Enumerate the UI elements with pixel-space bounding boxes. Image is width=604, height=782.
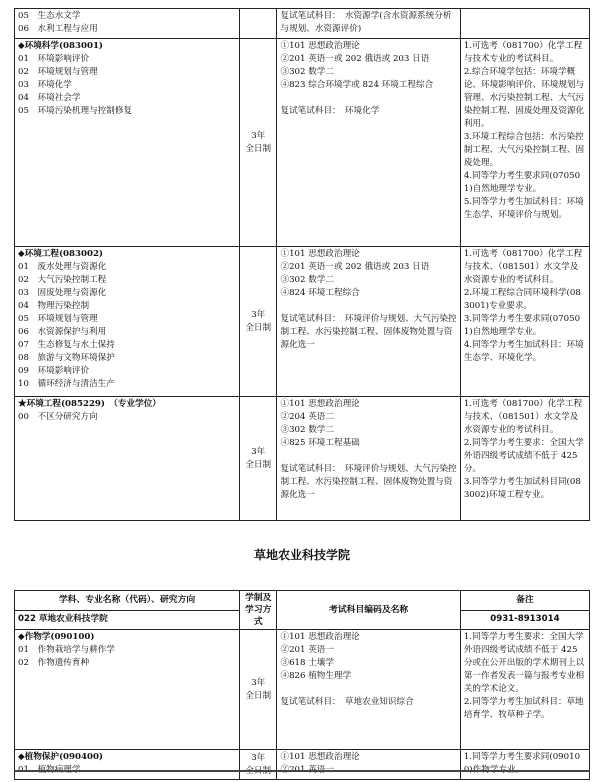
note-item: 1.可选考（081700）化学工程与技术、（081501）水文学及水资源专业的考试科目。 <box>463 399 583 435</box>
study-mode: 全日制 <box>245 765 272 776</box>
exam-subject: ①101 思想政治理论 <box>280 249 360 259</box>
study-duration: 3年 <box>251 309 266 320</box>
study-mode: 全日制 <box>245 690 272 701</box>
exam-subject: ②201 英语一或 202 俄语或 203 日语 <box>280 262 430 272</box>
direction-item: 06 水利工程与应用 <box>18 24 98 34</box>
mode-cell <box>239 9 277 39</box>
direction-item: 01 作物栽培学与耕作学 <box>18 645 115 655</box>
exams-cell <box>277 39 460 247</box>
page <box>14 8 590 776</box>
program-title: ◆作物学(090100) <box>18 632 95 642</box>
program-table-environment <box>14 8 590 521</box>
direction-item: 03 环境化学 <box>18 80 72 90</box>
direction-item: 02 环境规划与管理 <box>18 67 98 77</box>
study-duration: 3年 <box>251 446 266 457</box>
directions-cell <box>15 397 240 521</box>
college-phone: 0931-8913014 <box>460 610 589 630</box>
retest-subjects: 复试笔试科目： 环境化学 <box>280 106 380 116</box>
mode-cell <box>239 397 277 521</box>
program-title: ★环境工程(085229) （专业学位） <box>18 399 161 409</box>
mode-cell <box>239 247 277 397</box>
exam-subject: ①101 思想政治理论 <box>280 752 360 762</box>
notes-cell <box>460 750 589 780</box>
note-item: 1.同等学力考生要求同(090100)作物学专业。 <box>463 752 581 775</box>
direction-item: 01 废水处理与资源化 <box>18 262 107 272</box>
direction-item: 09 环境影响评价 <box>18 366 90 376</box>
exam-subject: ③302 数学二 <box>280 425 334 435</box>
notes-cell <box>460 630 589 750</box>
table-header-row <box>15 591 590 611</box>
exam-subject: ②201 英语一或 202 俄语或 203 日语 <box>280 54 430 64</box>
exam-subject: ②204 英语二 <box>280 412 334 422</box>
study-duration: 3年 <box>251 677 266 688</box>
direction-item: 06 水资源保护与利用 <box>18 327 107 337</box>
direction-item: 10 循环经济与清洁生产 <box>18 379 115 389</box>
exam-subject: ④826 植物生理学 <box>280 671 352 681</box>
exam-subject: ①101 思想政治理论 <box>280 41 360 51</box>
page-bottom-rule <box>14 770 590 772</box>
exam-subject: ③302 数学二 <box>280 275 334 285</box>
direction-item: 05 生态水文学 <box>18 11 81 21</box>
notes-cell <box>460 397 589 521</box>
note-item: 2.环境工程综合同环境科学(083001)专业要求。 <box>463 288 581 311</box>
table-row <box>15 39 590 247</box>
study-duration: 3年 <box>251 130 266 141</box>
mode-cell <box>239 630 277 750</box>
program-title: ◆环境工程(083002) <box>18 249 103 259</box>
study-duration: 3年 <box>251 752 266 763</box>
mode-cell <box>239 750 277 780</box>
directions-cell <box>15 9 240 39</box>
direction-item: 01 环境影响评价 <box>18 54 90 64</box>
retest-subjects: 复试笔试科目： 环境评价与规划、大气污染控制工程、水污染控制工程、固体废物处置与资源化选一 <box>280 464 457 500</box>
direction-item: 02 大气污染控制工程 <box>18 275 107 285</box>
directions-cell <box>15 750 240 780</box>
table-row <box>15 397 590 521</box>
exams-cell <box>277 750 460 780</box>
retest-subjects: 复试笔试科目： 草地农业知识综合 <box>280 697 414 707</box>
direction-item: 05 环境规划与管理 <box>18 314 98 324</box>
exam-subject: ③618 土壤学 <box>280 658 334 668</box>
program-title: ◆植物保护(090400) <box>18 752 103 762</box>
table-row <box>15 247 590 397</box>
retest-subjects: 复试笔试科目： 环境评价与规划、大气污染控制工程、水污染控制工程、固体废物处置与资源化选一 <box>280 314 457 350</box>
direction-item: 05 环境污染机理与控制修复 <box>18 106 133 116</box>
note-item: 4.同等学力考生加试科目：环境生态学、环境化学。 <box>463 340 584 363</box>
notes-cell <box>460 247 589 397</box>
note-item: 4.同等学力考生要求同(070501)自然地理学专业。 <box>463 171 581 194</box>
note-item: 1.可选考（081700）化学工程与技术专业的考试科目。 <box>463 41 583 64</box>
directions-cell <box>15 39 240 247</box>
mode-cell <box>239 39 277 247</box>
exam-subject: ③302 数学二 <box>280 67 334 77</box>
notes-cell <box>460 9 589 39</box>
program-title: ◆环境科学(083001) <box>18 41 103 51</box>
note-item: 2.综合环境学包括：环境学概论、环境影响评价、环境规划与管理、水污染控制工程、大气污染控制工程、固废处理及资源化利用。 <box>463 67 585 129</box>
note-item: 5.同等学力考生加试科目：环境生态学、环境评价与规划。 <box>463 197 584 220</box>
exam-subject: ②201 英语一 <box>280 645 334 655</box>
note-item: 3.同等学力考生加试科目同(083002)环境工程专业。 <box>463 477 581 500</box>
directions-cell <box>15 247 240 397</box>
note-item: 1.同等学力考生要求：全国大学外语四级考试成绩不低于 425 分或在公开出版的学术期刊上以第一作者发表一篇与报考专业相关的学术论文。 <box>463 632 585 694</box>
direction-item: 01 植物病理学 <box>18 765 81 775</box>
note-item: 2.同等学力考生要求：全国大学外语四级考试成绩不低于 425 分。 <box>463 438 584 474</box>
exam-subject: ②201 英语一 <box>280 765 334 775</box>
header-exam-subjects: 考试科目编码及名称 <box>277 591 460 630</box>
college-heading: 草地农业科技学院 <box>253 548 350 562</box>
exam-subject: ④824 环境工程综合 <box>280 288 360 298</box>
exams-cell <box>277 9 460 39</box>
directions-cell <box>15 630 240 750</box>
exams-cell <box>277 397 460 521</box>
exam-subject: ④825 环境工程基础 <box>280 438 360 448</box>
direction-item: 03 固废处理与资源化 <box>18 288 107 298</box>
header-program: 学科、专业名称（代码）、研究方向 <box>15 591 240 611</box>
direction-item: 07 生态修复与水土保持 <box>18 340 115 350</box>
table-row <box>15 630 590 750</box>
direction-item: 04 环境社会学 <box>18 93 81 103</box>
college-name: 022 草地农业科技学院 <box>15 610 240 630</box>
note-item: 2.同等学力考生加试科目：草地培育学、牧草种子学。 <box>463 697 584 720</box>
program-table-grassland <box>14 590 590 780</box>
table-row <box>15 9 590 39</box>
table-row <box>15 750 590 780</box>
notes-cell <box>460 39 589 247</box>
note-item: 3.同等学力考生要求同(070501)自然地理学专业。 <box>463 314 581 337</box>
exam-subject: ①101 思想政治理论 <box>280 632 360 642</box>
study-mode: 全日制 <box>245 322 272 333</box>
study-mode: 全日制 <box>245 459 272 470</box>
direction-item: 04 物理污染控制 <box>18 301 90 311</box>
study-mode: 全日制 <box>245 143 272 154</box>
exams-cell <box>277 630 460 750</box>
retest-subjects: 复试笔试科目： 水资源学(含水资源系统分析与规划、水资源评价) <box>280 11 452 34</box>
direction-item: 00 不区分研究方向 <box>18 412 98 422</box>
exam-subject: ①101 思想政治理论 <box>280 399 360 409</box>
note-item: 1.可选考（081700）化学工程与技术、（081501）水文学及水资源专业的考试科目。 <box>463 249 583 285</box>
note-item: 3.环境工程综合包括：水污染控制工程、大气污染控制工程、固废处理。 <box>463 132 585 168</box>
exams-cell <box>277 247 460 397</box>
header-notes: 备注 <box>460 591 589 611</box>
direction-item: 08 旅游与文物环境保护 <box>18 353 115 363</box>
exam-subject: ④823 综合环境学或 824 环境工程综合 <box>280 80 434 90</box>
direction-item: 02 作物遗传育种 <box>18 658 90 668</box>
header-study-mode: 学制及学习方式 <box>239 591 277 630</box>
